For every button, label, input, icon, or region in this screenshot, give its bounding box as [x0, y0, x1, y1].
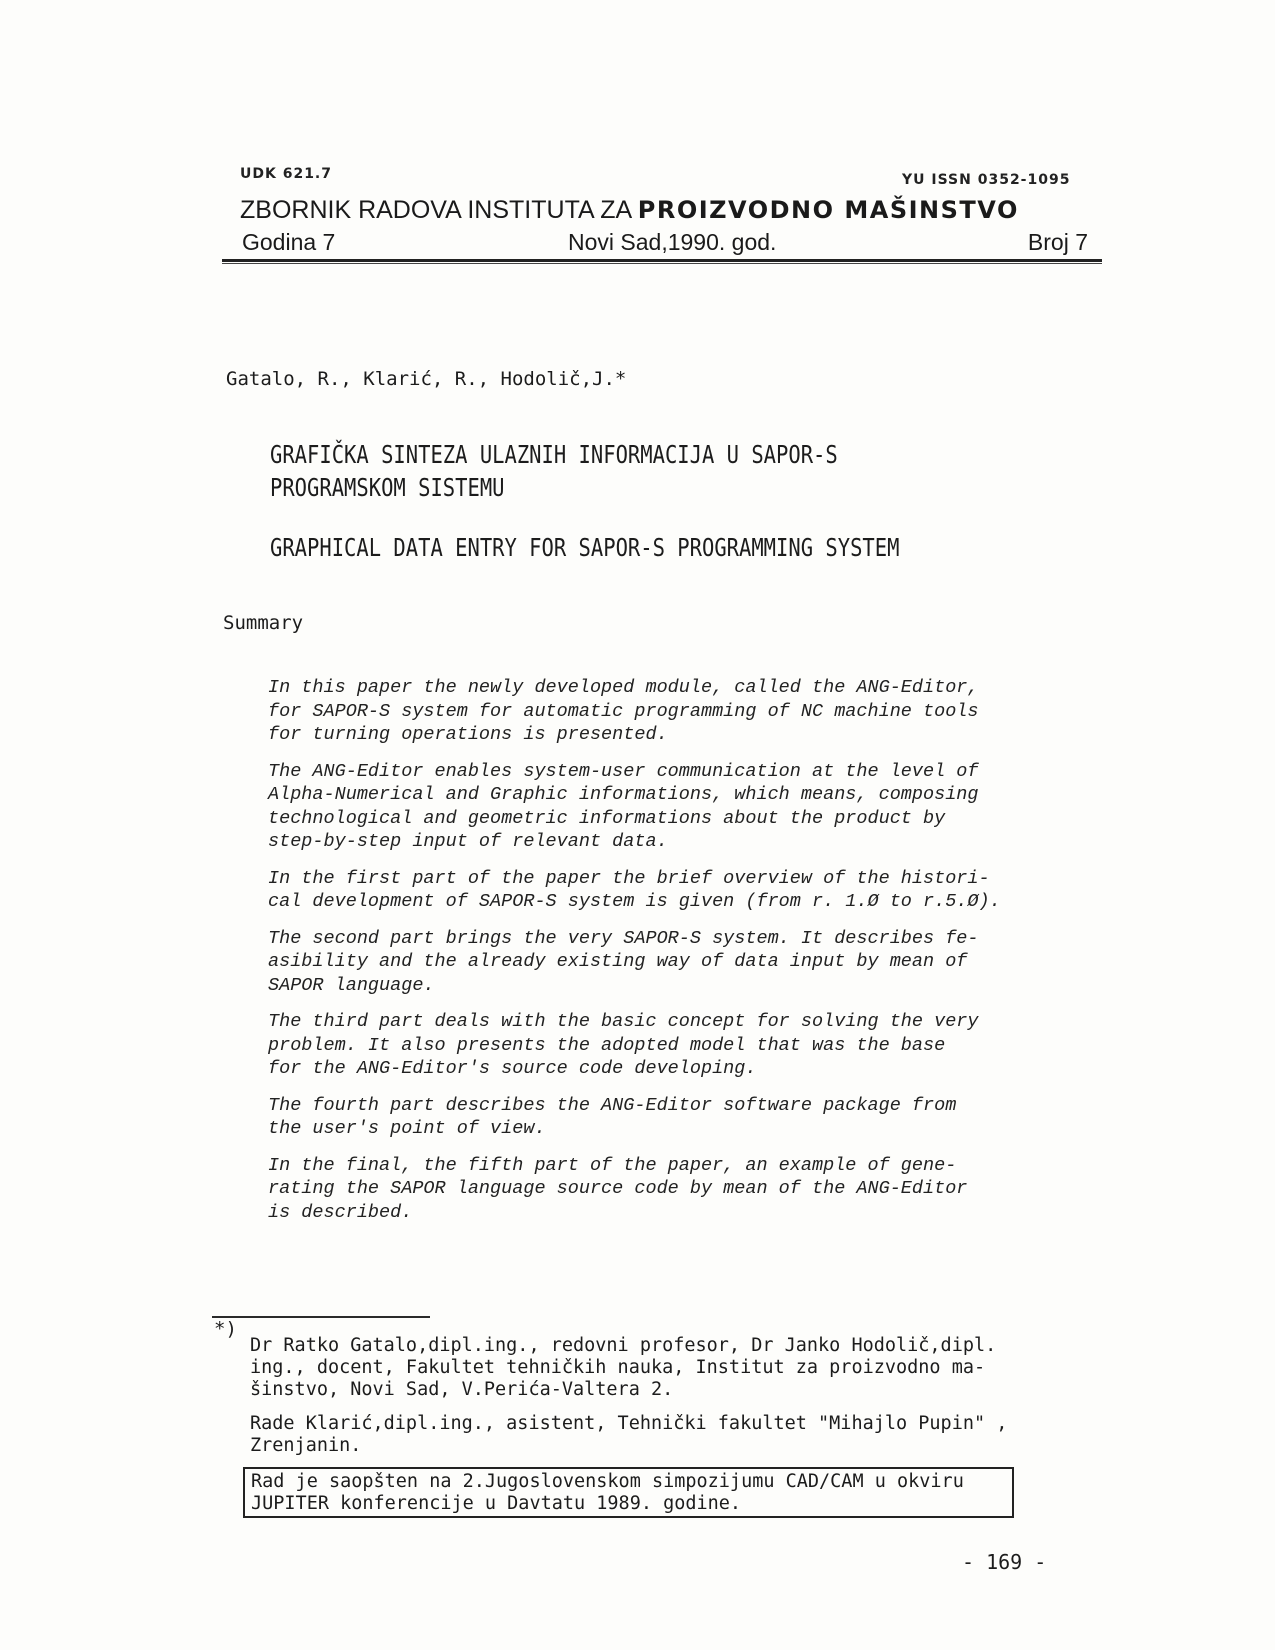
summary-heading: Summary: [223, 612, 304, 634]
udk-code: UDK 621.7: [240, 166, 332, 182]
conference-note-box: Rad je saopšten na 2.Jugoslovenskom simpozijumu CAD/CAM u okviru JUPITER konferencije u Davtatu 1989. godine.: [243, 1467, 1014, 1518]
summary-paragraph-6: The fourth part describes the ANG-Editor software package from the user's point of view.: [268, 1094, 957, 1139]
summary-paragraph-2: The ANG-Editor enables system-user communication at the level of Alpha-Numerical and Graphic informations, which means, composing technological and geometric informations about the product by step-by-step input of relevant data.: [268, 760, 979, 852]
summary-paragraph-5: The third part deals with the basic concept for solving the very problem. It also presents the adopted model that was the base for the ANG-Editor's source code developing.: [268, 1011, 979, 1079]
summary-abstract: [268, 676, 1038, 1237]
summary-paragraph-1: In this paper the newly developed module, called the ANG-Editor, for SAPOR-S system for automatic programming of NC machine tools for turning operations is presented.: [268, 677, 979, 745]
journal-title-bold: PROIZVODNO MAŠINSTVO: [637, 196, 1019, 224]
page-number: - 169 -: [962, 1550, 1047, 1574]
summary-paragraph-4: The second part brings the very SAPOR-S system. It describes fe- asibility and the already existing way of data input by mean of SAPOR language.: [268, 927, 979, 996]
journal-issue-number: Broj 7: [1027, 229, 1088, 255]
journal-title-plain: ZBORNIK RADOVA INSTITUTA ZA: [240, 196, 638, 224]
header-rule-thin: [222, 263, 1102, 264]
summary-paragraph-7: In the final, the fifth part of the paper, an example of gene- rating the SAPOR language source code by mean of the ANG-Editor is described.: [268, 1154, 968, 1223]
header-rule: [222, 259, 1102, 262]
journal-place-date: Novi Sad,1990. god.: [568, 229, 777, 255]
issn-code: YU ISSN 0352-1095: [902, 172, 1071, 188]
footnote-rule: [212, 1316, 430, 1318]
authors-line: Gatalo, R., Klarić, R., Hodolič,J.*: [226, 368, 627, 390]
journal-title: [240, 196, 1019, 225]
summary-paragraph-3: In the first part of the paper the brief overview of the histori- cal development of SAPOR-S system is given (from r. 1.Ø to r.5.Ø).: [268, 867, 1001, 912]
footnote-mark: *): [214, 1318, 237, 1340]
title-english: GRAPHICAL DATA ENTRY FOR SAPOR-S PROGRAMMING SYSTEM: [270, 533, 900, 562]
journal-issue-line: [242, 229, 1088, 259]
footnote-affiliation-2: Rade Klarić,dipl.ing., asistent, Tehnički fakultet "Mihajlo Pupin" , Zrenjanin.: [250, 1413, 1008, 1456]
footnote-affiliation-1: Dr Ratko Gatalo,dipl.ing., redovni profesor, Dr Janko Hodolič,dipl. ing., docent, Fakultet tehničkih nauka, Institut za proizvodno ma- šinstvo, Novi Sad, V.Perića-Valtera 2.: [250, 1335, 997, 1400]
footnote-text: [250, 1335, 1050, 1469]
journal-year: Godina 7: [242, 229, 336, 255]
title-serbian: GRAFIČKA SINTEZA ULAZNIH INFORMACIJA U SAPOR-S PROGRAMSKOM SISTEMU: [270, 440, 838, 502]
